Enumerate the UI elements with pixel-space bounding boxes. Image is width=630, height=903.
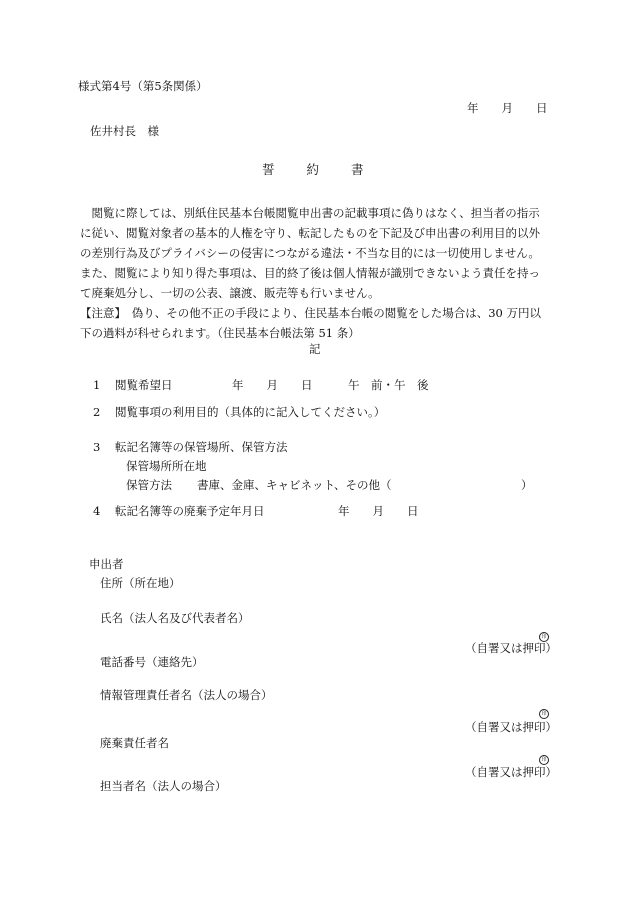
sign-note-3: （自署又は押印） bbox=[465, 765, 557, 779]
caution-note: 【注意】 偽り、その他不正の手段により、住民基本台帳の閲覧をした場合は、30 万円以下の過料が科せられます。（住民基本台帳法第 51 条） bbox=[80, 306, 542, 340]
applicant-heading: 申出者 bbox=[89, 557, 124, 571]
item3-label: 転記名簿等の保管場所、保管方法 bbox=[115, 440, 288, 454]
info-manager-label: 情報管理責任者名（法人の場合） bbox=[100, 688, 273, 702]
item3-number: 3 bbox=[93, 440, 101, 454]
document-title bbox=[248, 164, 378, 177]
title-char-2: 約 bbox=[306, 162, 320, 177]
seal-icon: 印 bbox=[539, 632, 549, 642]
storage-method-close: ） bbox=[521, 478, 533, 492]
title-char-1: 誓 bbox=[262, 162, 275, 177]
storage-method-label: 保管方法 bbox=[126, 478, 172, 492]
item1-number: 1 bbox=[93, 378, 101, 392]
storage-location: 保管場所所在地 bbox=[126, 459, 207, 473]
pledge-paragraph: 閲覧に際しては、別紙住民基本台帳閲覧申出書の記載事項に偽りはなく、担当者の指示に従い、閲覧対象者の基本的人権を守り、転記したものを下記及び申出書の利用目的以外の差別行為及びプライバシーの侵害につながる違法・不当な目的には一切使用しません。また、閲覧により知り得た事項は、目的終了後は個人情報が識別できないよう責任を持って廃棄処分し、一切の公表、譲渡、販売等も行いません。 bbox=[80, 206, 540, 300]
item1-label: 閲覧希望日 bbox=[115, 378, 173, 392]
seal-icon: 印 bbox=[539, 755, 549, 765]
name-label: 氏名（法人名及び代表者名） bbox=[100, 611, 250, 625]
sign-note-2: （自署又は押印） bbox=[465, 720, 557, 734]
phone-label: 電話番号（連絡先） bbox=[100, 655, 204, 669]
ki-heading: 記 bbox=[309, 342, 321, 356]
disposal-manager-label: 廃棄責任者名 bbox=[100, 736, 169, 750]
pledge-body bbox=[80, 203, 550, 343]
item2-number: 2 bbox=[93, 405, 101, 419]
item4-number: 4 bbox=[93, 504, 101, 518]
form-number: 様式第4号（第5条関係） bbox=[78, 79, 208, 93]
item1-date: 年 月 日 bbox=[232, 378, 313, 392]
address-label: 住所（所在地） bbox=[100, 576, 181, 590]
seal-icon: 印 bbox=[539, 709, 549, 719]
storage-method-options: 書庫、金庫、キャビネット、その他（ bbox=[197, 478, 392, 492]
addressee: 佐井村長 様 bbox=[90, 124, 159, 138]
title-char-3: 書 bbox=[351, 162, 364, 177]
item2-label: 閲覧事項の利用目的（具体的に記入してください。） bbox=[115, 405, 386, 419]
item4-date: 年 月 日 bbox=[338, 504, 419, 518]
date-line: 年 月 日 bbox=[467, 101, 548, 115]
item1-ampm: 午 前・午 後 bbox=[348, 378, 429, 392]
sign-note-1: （自署又は押印） bbox=[465, 641, 557, 655]
item4-label: 転記名簿等の廃棄予定年月日 bbox=[115, 504, 265, 518]
staff-label: 担当者名（法人の場合） bbox=[100, 779, 227, 793]
